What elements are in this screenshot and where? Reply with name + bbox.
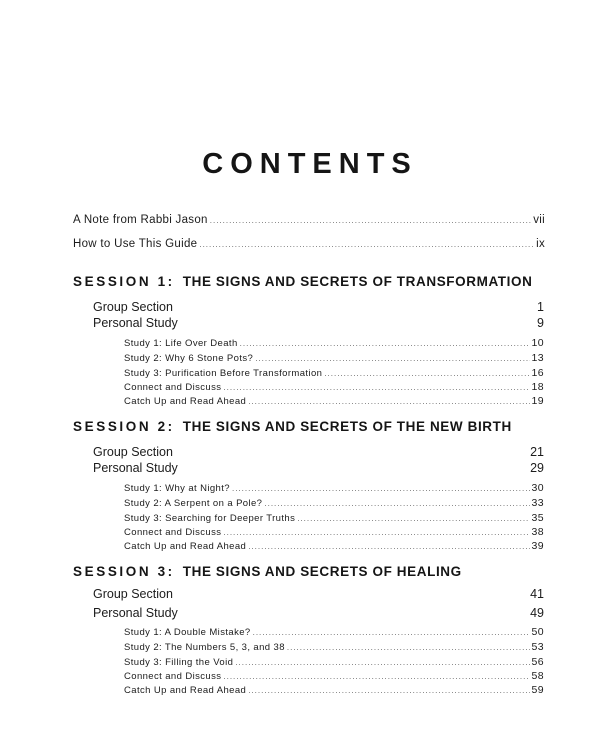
toc-entry-label: A Note from Rabbi Jason xyxy=(73,214,208,226)
toc-entry-page: 53 xyxy=(531,641,544,653)
session-heading[interactable] xyxy=(73,419,512,434)
toc-entry-page: 30 xyxy=(531,482,544,494)
toc-entry-page: 10 xyxy=(531,337,544,349)
toc-entry-label: Catch Up and Read Ahead xyxy=(124,685,247,696)
session-title: THE SIGNS AND SECRETS OF TRANSFORMATION xyxy=(182,274,533,289)
dot-leader xyxy=(264,499,529,508)
toc-entry-label: Group Section xyxy=(93,445,173,459)
toc-entry-label: Study 2: Why 6 Stone Pots? xyxy=(124,353,254,364)
session-heading[interactable] xyxy=(73,564,462,579)
dot-leader xyxy=(210,216,531,225)
session-heading[interactable] xyxy=(73,274,532,289)
toc-entry-page: 13 xyxy=(531,352,544,364)
toc-entry-label: Personal Study xyxy=(93,606,178,620)
study-entry[interactable] xyxy=(124,670,544,682)
dot-leader xyxy=(223,672,529,681)
toc-entry-page: 49 xyxy=(530,606,544,620)
toc-entry-label: Connect and Discuss xyxy=(124,527,222,538)
toc-entry-page: 33 xyxy=(531,497,544,509)
study-entry[interactable] xyxy=(124,352,544,364)
study-entry[interactable] xyxy=(124,367,544,379)
group-section-entry[interactable] xyxy=(93,587,544,601)
dot-leader xyxy=(287,643,530,652)
study-entry[interactable] xyxy=(124,641,544,653)
toc-entry-page: 16 xyxy=(531,367,544,379)
session-title: THE SIGNS AND SECRETS OF HEALING xyxy=(182,564,462,579)
personal-study-entry[interactable] xyxy=(93,316,544,330)
personal-study-entry[interactable] xyxy=(93,461,544,475)
toc-entry-page: 58 xyxy=(531,670,544,682)
toc-entry-page: 19 xyxy=(531,395,544,407)
dot-leader xyxy=(235,658,529,667)
session-number: SESSION 1: xyxy=(73,274,175,289)
dot-leader xyxy=(240,339,530,348)
dot-leader xyxy=(248,542,529,551)
study-entry[interactable] xyxy=(124,395,544,407)
study-entry[interactable] xyxy=(124,381,544,393)
dot-leader xyxy=(223,383,529,392)
toc-entry-label: Study 3: Purification Before Transformation xyxy=(124,368,323,379)
toc-entry-page: 35 xyxy=(531,512,544,524)
dot-leader xyxy=(297,514,529,523)
toc-entry-label: Study 3: Filling the Void xyxy=(124,657,234,668)
toc-entry-page: vii xyxy=(533,214,545,226)
page-title: CONTENTS xyxy=(202,148,418,180)
toc-entry-page: 38 xyxy=(531,526,544,538)
dot-leader xyxy=(199,240,534,249)
toc-entry-page: ix xyxy=(536,238,545,250)
toc-entry-page: 41 xyxy=(530,587,544,601)
personal-study-entry[interactable] xyxy=(93,606,544,620)
toc-entry-label: Study 1: Why at Night? xyxy=(124,483,230,494)
toc-entry-note[interactable] xyxy=(73,214,545,226)
study-entry[interactable] xyxy=(124,482,544,494)
study-entry[interactable] xyxy=(124,540,544,552)
session-number: SESSION 3: xyxy=(73,564,175,579)
study-entry[interactable] xyxy=(124,626,544,638)
toc-entry-page: 18 xyxy=(531,381,544,393)
toc-entry-label: Catch Up and Read Ahead xyxy=(124,541,247,552)
dot-leader xyxy=(253,628,530,637)
group-section-entry[interactable] xyxy=(93,300,544,314)
toc-entry-label: Catch Up and Read Ahead xyxy=(124,396,247,407)
group-section-entry[interactable] xyxy=(93,445,544,459)
session-number: SESSION 2: xyxy=(73,419,175,434)
toc-entry-label: How to Use This Guide xyxy=(73,238,198,250)
toc-entry-page: 50 xyxy=(531,626,544,638)
toc-entry-page: 9 xyxy=(537,316,544,330)
toc-entry-label: Personal Study xyxy=(93,316,178,330)
dot-leader xyxy=(248,397,529,406)
toc-entry-label: Study 1: A Double Mistake? xyxy=(124,627,251,638)
session-title: THE SIGNS AND SECRETS OF THE NEW BIRTH xyxy=(182,419,512,434)
toc-entry-label: Group Section xyxy=(93,587,173,601)
study-entry[interactable] xyxy=(124,512,544,524)
dot-leader xyxy=(223,528,529,537)
dot-leader xyxy=(248,686,529,695)
toc-entry-page: 1 xyxy=(537,300,544,314)
study-entry[interactable] xyxy=(124,526,544,538)
dot-leader xyxy=(324,369,529,378)
study-entry[interactable] xyxy=(124,656,544,668)
toc-entry-label: Connect and Discuss xyxy=(124,671,222,682)
toc-entry-page: 29 xyxy=(530,461,544,475)
toc-entry-label: Study 2: A Serpent on a Pole? xyxy=(124,498,263,509)
toc-entry-how-to-use[interactable] xyxy=(73,238,545,250)
dot-leader xyxy=(232,484,530,493)
toc-entry-page: 21 xyxy=(530,445,544,459)
study-entry[interactable] xyxy=(124,497,544,509)
dot-leader xyxy=(255,354,529,363)
toc-entry-label: Personal Study xyxy=(93,461,178,475)
toc-entry-label: Study 2: The Numbers 5, 3, and 38 xyxy=(124,642,285,653)
study-entry[interactable] xyxy=(124,337,544,349)
toc-entry-page: 59 xyxy=(531,684,544,696)
toc-entry-page: 39 xyxy=(531,540,544,552)
toc-entry-label: Study 1: Life Over Death xyxy=(124,338,238,349)
toc-entry-label: Connect and Discuss xyxy=(124,382,222,393)
toc-entry-page: 56 xyxy=(531,656,544,668)
study-entry[interactable] xyxy=(124,684,544,696)
toc-entry-label: Study 3: Searching for Deeper Truths xyxy=(124,513,296,524)
toc-entry-label: Group Section xyxy=(93,300,173,314)
